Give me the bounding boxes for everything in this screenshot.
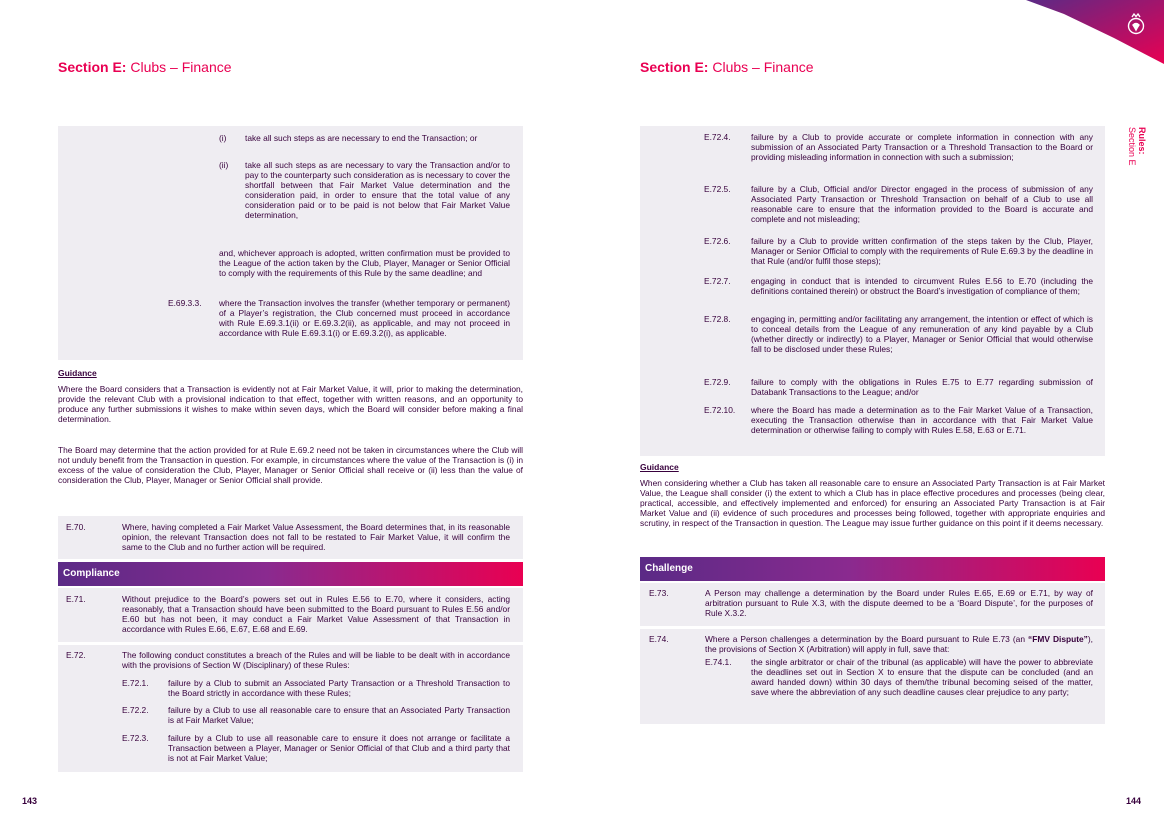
rule-text: The following conduct constitutes a breach of the Rules and will be liable to be dealt with in accordance with the provisions of Section W (Disciplinary) of these Rules: bbox=[122, 650, 510, 671]
clause-number: (ii) bbox=[219, 160, 229, 170]
right-page bbox=[582, 0, 1164, 825]
clause-number: E.72.2. bbox=[122, 705, 149, 715]
clause-number: (i) bbox=[219, 133, 227, 143]
challenge-header: Challenge bbox=[640, 557, 1105, 581]
rule-block-e69 bbox=[58, 126, 523, 360]
rule-number: E.70. bbox=[66, 522, 86, 532]
section-heading-left: Section E: Clubs – Finance bbox=[58, 59, 232, 75]
clause-number: E.72.3. bbox=[122, 733, 149, 743]
clause-text: failure by a Club to provide accurate or complete information in connection with any submission of an Associated Party Transaction or a Threshold Transaction to the Board or providing misleading information in connection with such a submission; bbox=[751, 132, 1093, 163]
clause-number: E.72.1. bbox=[122, 678, 149, 688]
rule-block-e72 bbox=[58, 645, 523, 772]
corner-brand-graphic bbox=[1004, 0, 1164, 70]
clause-text: take all such steps as are necessary to vary the Transaction and/or to pay to the counterparty such consideration as is necessary to cover the shortfall between that Fair Market Value determination and the consideration paid, in order to ensure that the total value of any consideration paid or to be paid is not below that Fair Market Value determination, bbox=[245, 160, 510, 221]
compliance-header: Compliance bbox=[58, 562, 523, 586]
clause-number: E.72.10. bbox=[704, 405, 736, 415]
rule-number: E.74. bbox=[649, 634, 669, 644]
rule-block-e74 bbox=[640, 629, 1105, 724]
rule-number: E.73. bbox=[649, 588, 669, 598]
guidance-paragraph: The Board may determine that the action provided for at Rule E.69.2 need not be taken in circumstances where the Club will not unduly benefit from the Transaction in question. For example, in circumstances where the value of the Transaction is (i) in excess of the value of consideration the Club, Player, Manager or Senior Official shall receive or (ii) less than the value of consideration the Club, Player, Manager or Senior Official shall provide. bbox=[58, 445, 523, 486]
clause-text: failure by a Club to use all reasonable care to ensure it does not arrange or facilitate a Transaction between a Player, Manager or Senior Official of that Club and a third party that is not at Fair Market Value; bbox=[168, 733, 510, 764]
clause-text: failure by a Club, Official and/or Director engaged in the process of submission of any Associated Party Transaction or Threshold Transaction on behalf of a Club to use all reasonable care to ensure that the information provided to the Board is accurate and complete and not misleading; bbox=[751, 184, 1093, 225]
clause-number: E.72.7. bbox=[704, 276, 731, 286]
rule-block-e72-continued bbox=[640, 126, 1105, 456]
clause-number: E.72.9. bbox=[704, 377, 731, 387]
clause-text: where the Transaction involves the transfer (whether temporary or permanent) of a Player’s registration, the Club concerned must proceed in accordance with Rule E.69.3.1(ii) or E.69.3.2(ii), as applicable, and may not proceed in accordance with Rule E.69.3.1(i) or E.69.3.2(i), as applicable. bbox=[219, 298, 510, 339]
clause-text: where the Board has made a determination as to the Fair Market Value of a Transaction, executing the Transaction otherwise than in accordance with that Fair Market Value determination or otherwise failing to comply with Rules E.58, E.63 or E.71. bbox=[751, 405, 1093, 436]
clause-text: and, whichever approach is adopted, written confirmation must be provided to the League of the action taken by the Club, Player, Manager or Senior Official to comply with the requirements of this Rule by the same deadline; and bbox=[219, 248, 510, 279]
page-number-left: 143 bbox=[22, 796, 38, 806]
guidance-label: Guidance bbox=[640, 462, 679, 472]
clause-text: failure by a Club to submit an Associated Party Transaction or a Threshold Transaction to the Board strictly in accordance with these Rules; bbox=[168, 678, 510, 699]
rule-block-e73 bbox=[640, 583, 1105, 626]
clause-number: E.72.5. bbox=[704, 184, 731, 194]
guidance-label: Guidance bbox=[58, 368, 97, 378]
clause-text: engaging in, permitting and/or facilitating any arrangement, the intention or effect of which is to conceal details from the League of any remuneration of any kind payable by a Club (whether directly or indirectly) to a Player, Manager or Senior Official that would otherwise fall to be disclosed under these Rules; bbox=[751, 314, 1093, 355]
clause-text: failure by a Club to use all reasonable care to ensure that an Associated Party Transaction is at Fair Market Value; bbox=[168, 705, 510, 726]
rule-number: E.72. bbox=[66, 650, 86, 660]
rule-text: Where a Person challenges a determination by the Board pursuant to Rule E.73 (an “FMV Dispute”), the provisions of Section X (Arbitration) will apply in full, save that: bbox=[705, 634, 1093, 655]
rule-block-e71 bbox=[58, 588, 523, 642]
clause-text: the single arbitrator or chair of the tribunal (as applicable) will have the power to abbreviate the deadlines set out in Section X to ensure that the dispute can be concluded (and an award handed down) within 30 days of them/the tribunal becoming seised of the matter, save where the abbreviation of any such deadline causes clear prejudice to any party; bbox=[751, 657, 1093, 698]
clause-text: take all such steps as are necessary to end the Transaction; or bbox=[245, 133, 478, 143]
section-heading-right: Section E: Clubs – Finance bbox=[640, 59, 814, 75]
rule-text: A Person may challenge a determination by the Board under Rules E.65, E.69 or E.71, by way of arbitration pursuant to Rule X.3, with the dispute deemed to be a ‘Board Dispute’, for the purposes of Rule X.3.2. bbox=[705, 588, 1093, 619]
clause-number: E.72.4. bbox=[704, 132, 731, 142]
rule-text: Where, having completed a Fair Market Value Assessment, the Board determines that, in its reasonable opinion, the relevant Transaction does not fall to be restated to Fair Market Value, it will confirm the same to the Club and no further action will be required. bbox=[122, 522, 510, 553]
clause-number: E.74.1. bbox=[705, 657, 732, 667]
guidance-paragraph: Where the Board considers that a Transaction is evidently not at Fair Market Value, it will, prior to making the determination, provide the relevant Club with a provisional indication to that effect, together with written reasons, and an opportunity to produce any further submissions it wishes to make within seven days, which the Board will consider before making a final determination. bbox=[58, 384, 523, 425]
side-tab: Rules: Section E bbox=[1127, 127, 1147, 166]
defined-term: “FMV Dispute” bbox=[1028, 634, 1088, 644]
clause-text: failure to comply with the obligations in Rules E.75 to E.77 regarding submission of Databank Transactions to the League; and/or bbox=[751, 377, 1093, 398]
guidance-paragraph: When considering whether a Club has taken all reasonable care to ensure an Associated Party Transaction is at Fair Market Value, the League shall consider (i) the extent to which a Club has in place effective procedures and processes (being clear, practical, accessible, and effectively implemented and enforced) for ensuring an Associated Party Transaction is at Fair Market Value and (ii) evidence of such procedures and processes being followed, together with appropriate enquiries and scrutiny, in respect of the Transaction in question. The League may issue further guidance on this point if it deems necessary. bbox=[640, 478, 1105, 529]
rule-text: Without prejudice to the Board’s powers set out in Rules E.56 to E.70, where it considers, acting reasonably, that a Transaction should have been submitted to the Board pursuant to Rules E.56 and/or E.60 but has not been, it may conduct a Fair Market Value Assessment of that Transaction in accordance with Rules E.66, E.67, E.68 and E.69. bbox=[122, 594, 510, 635]
rule-number: E.71. bbox=[66, 594, 86, 604]
rule-block-e70 bbox=[58, 516, 523, 559]
clause-number: E.72.6. bbox=[704, 236, 731, 246]
clause-text: engaging in conduct that is intended to circumvent Rules E.56 to E.70 (including the definitions contained therein) or obstruct the Board’s investigation of compliance of them; bbox=[751, 276, 1093, 297]
clause-text: failure by a Club to provide written confirmation of the steps taken by the Club, Player, Manager or Senior Official to comply with the requirements of Rule E.69.3 by the deadline in that Rule (and/or fulfil those steps); bbox=[751, 236, 1093, 267]
clause-number: E.72.8. bbox=[704, 314, 731, 324]
clause-number: E.69.3.3. bbox=[168, 298, 202, 308]
page-number-right: 144 bbox=[1126, 796, 1142, 806]
